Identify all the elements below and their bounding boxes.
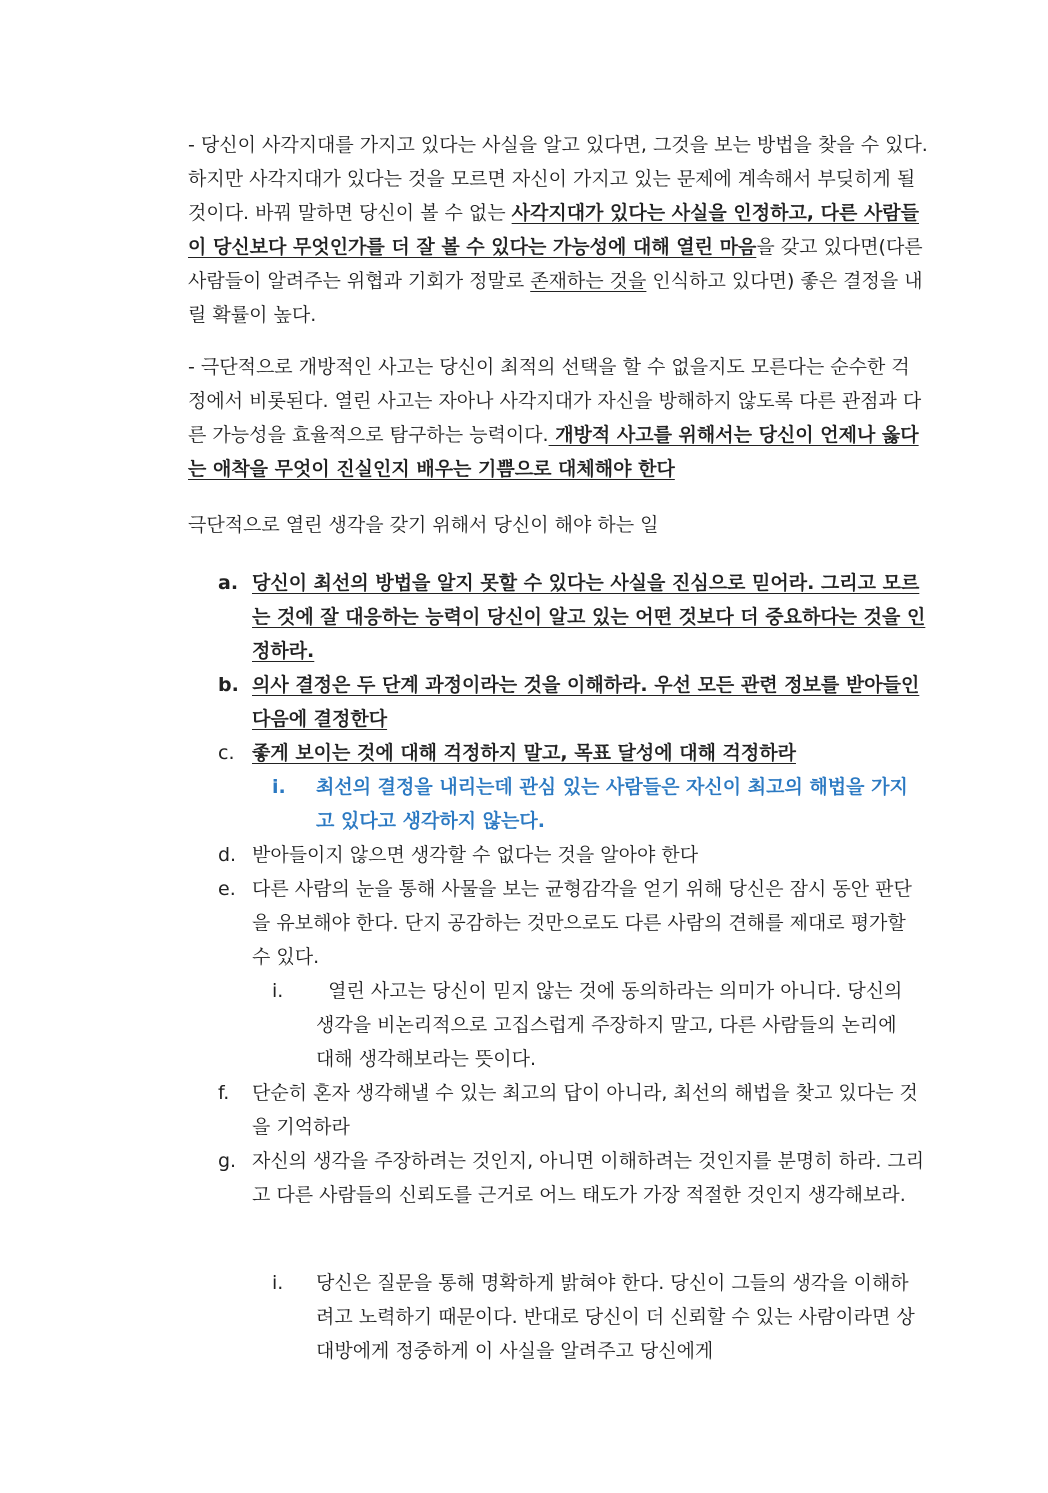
list-marker-g: g. bbox=[218, 1150, 237, 1172]
list-item-d: 받아들이지 않으면 생각할 수 없다는 것을 알아야 한다 bbox=[252, 844, 699, 866]
list-item-e: 다른 사람의 눈을 통해 사물을 보는 균형감각을 얻기 위해 당신은 잠시 동안 판단을 유보해야 한다. 단지 공감하는 것만으로도 다른 사람의 견해를 제대로 평가할 수 있다. bbox=[252, 878, 912, 968]
paragraph1-text: - 당신이 사각지대를 가지고 있다는 사실을 알고 있다면, 그것을 보는 방법을 찾을 수 있다. 하지만 사각지대가 있다는 것을 모르면 자신이 가지고 있는 문제에 계속해서 부딪히게 될 것이다. 바꿔 말하면 당신이 볼 수 없는 bbox=[188, 134, 928, 224]
list-marker-d: d. bbox=[218, 844, 237, 866]
list-marker-a: a. bbox=[218, 572, 239, 594]
paragraph2-emphasis: 개방적 사고를 위해서는 당신이 언제나 옳다는 애착을 무엇이 진실인지 배우는 기쁨으로 대체해야 한다 bbox=[188, 424, 919, 480]
sublist-marker-e-i: i. bbox=[272, 980, 284, 1002]
list-item-c: 좋게 보이는 것에 대해 걱정하지 말고, 목표 달성에 대해 걱정하라 bbox=[252, 742, 796, 764]
list-marker-f: f. bbox=[218, 1082, 230, 1104]
list-intro: 극단적으로 열린 생각을 갖기 위해서 당신이 해야 하는 일 bbox=[188, 514, 659, 536]
paragraph1-underlined: 존재하는 것을 bbox=[530, 270, 647, 292]
paragraph2-text: - 극단적으로 개방적인 사고는 당신이 최적의 선택을 할 수 없을지도 모른다는 순수한 걱정에서 비롯된다. 열린 사고는 자아나 사각지대가 자신을 방해하지 않도록 다른 관점과 다른 가능성을 효율적으로 탐구하는 능력이다. bbox=[188, 356, 922, 446]
paragraph1-text-3: 인식하고 있다면) 좋은 결정을 내릴 확률이 높다. bbox=[188, 270, 923, 326]
paragraph-open-mind bbox=[188, 350, 928, 486]
sublist-item-g-i: 당신은 질문을 통해 명확하게 밝혀야 한다. 당신이 그들의 생각을 이해하려고 노력하기 때문이다. 반대로 당신이 더 신뢰할 수 있는 사람이라면 상대방에게 정중하게 이 사실을 알려주고 당신에게 bbox=[316, 1272, 915, 1362]
paragraph-blind-spots bbox=[188, 128, 928, 332]
list-item-f: 단순히 혼자 생각해낼 수 있는 최고의 답이 아니라, 최선의 해법을 찾고 있다는 것을 기억하라 bbox=[252, 1082, 918, 1138]
list-marker-b: b. bbox=[218, 674, 239, 696]
sublist-item-c-i: 최선의 결정을 내리는데 관심 있는 사람들은 자신이 최고의 해법을 가지고 있다고 생각하지 않는다. bbox=[316, 776, 908, 832]
list-marker-c: c. bbox=[218, 742, 235, 764]
sublist-marker-c-i: i. bbox=[272, 776, 286, 798]
sublist-marker-g-i: i. bbox=[272, 1272, 284, 1294]
list-item-a: 당신이 최선의 방법을 알지 못할 수 있다는 사실을 진심으로 믿어라. 그리고 모르는 것에 잘 대응하는 능력이 당신이 알고 있는 어떤 것보다 더 중요하다는 것을 인정하라. bbox=[252, 572, 926, 662]
paragraph1-text-2: 을 갖고 있다면(다른 사람들이 알려주는 위협과 기회가 정말로 bbox=[188, 236, 923, 292]
list-item-g: 자신의 생각을 주장하려는 것인지, 아니면 이해하려는 것인지를 분명히 하라. 그리고 다른 사람들의 신뢰도를 근거로 어느 태도가 가장 적절한 것인지 생각해보라. bbox=[252, 1150, 925, 1206]
list-marker-e: e. bbox=[218, 878, 236, 900]
sublist-item-e-i: 열린 사고는 당신이 믿지 않는 것에 동의하라는 의미가 아니다. 당신의 생각을 비논리적으로 고집스럽게 주장하지 말고, 다른 사람들의 논리에 대해 생각해보라는 뜻이다. bbox=[316, 980, 909, 1070]
list-item-b: 의사 결정은 두 단계 과정이라는 것을 이해하라. 우선 모든 관련 정보를 받아들인 다음에 결정한다 bbox=[252, 674, 920, 730]
paragraph1-emphasis: 사각지대가 있다는 사실을 인정하고, 다른 사람들이 당신보다 무엇인가를 더 잘 볼 수 있다는 가능성에 대해 열린 마음 bbox=[188, 202, 920, 258]
